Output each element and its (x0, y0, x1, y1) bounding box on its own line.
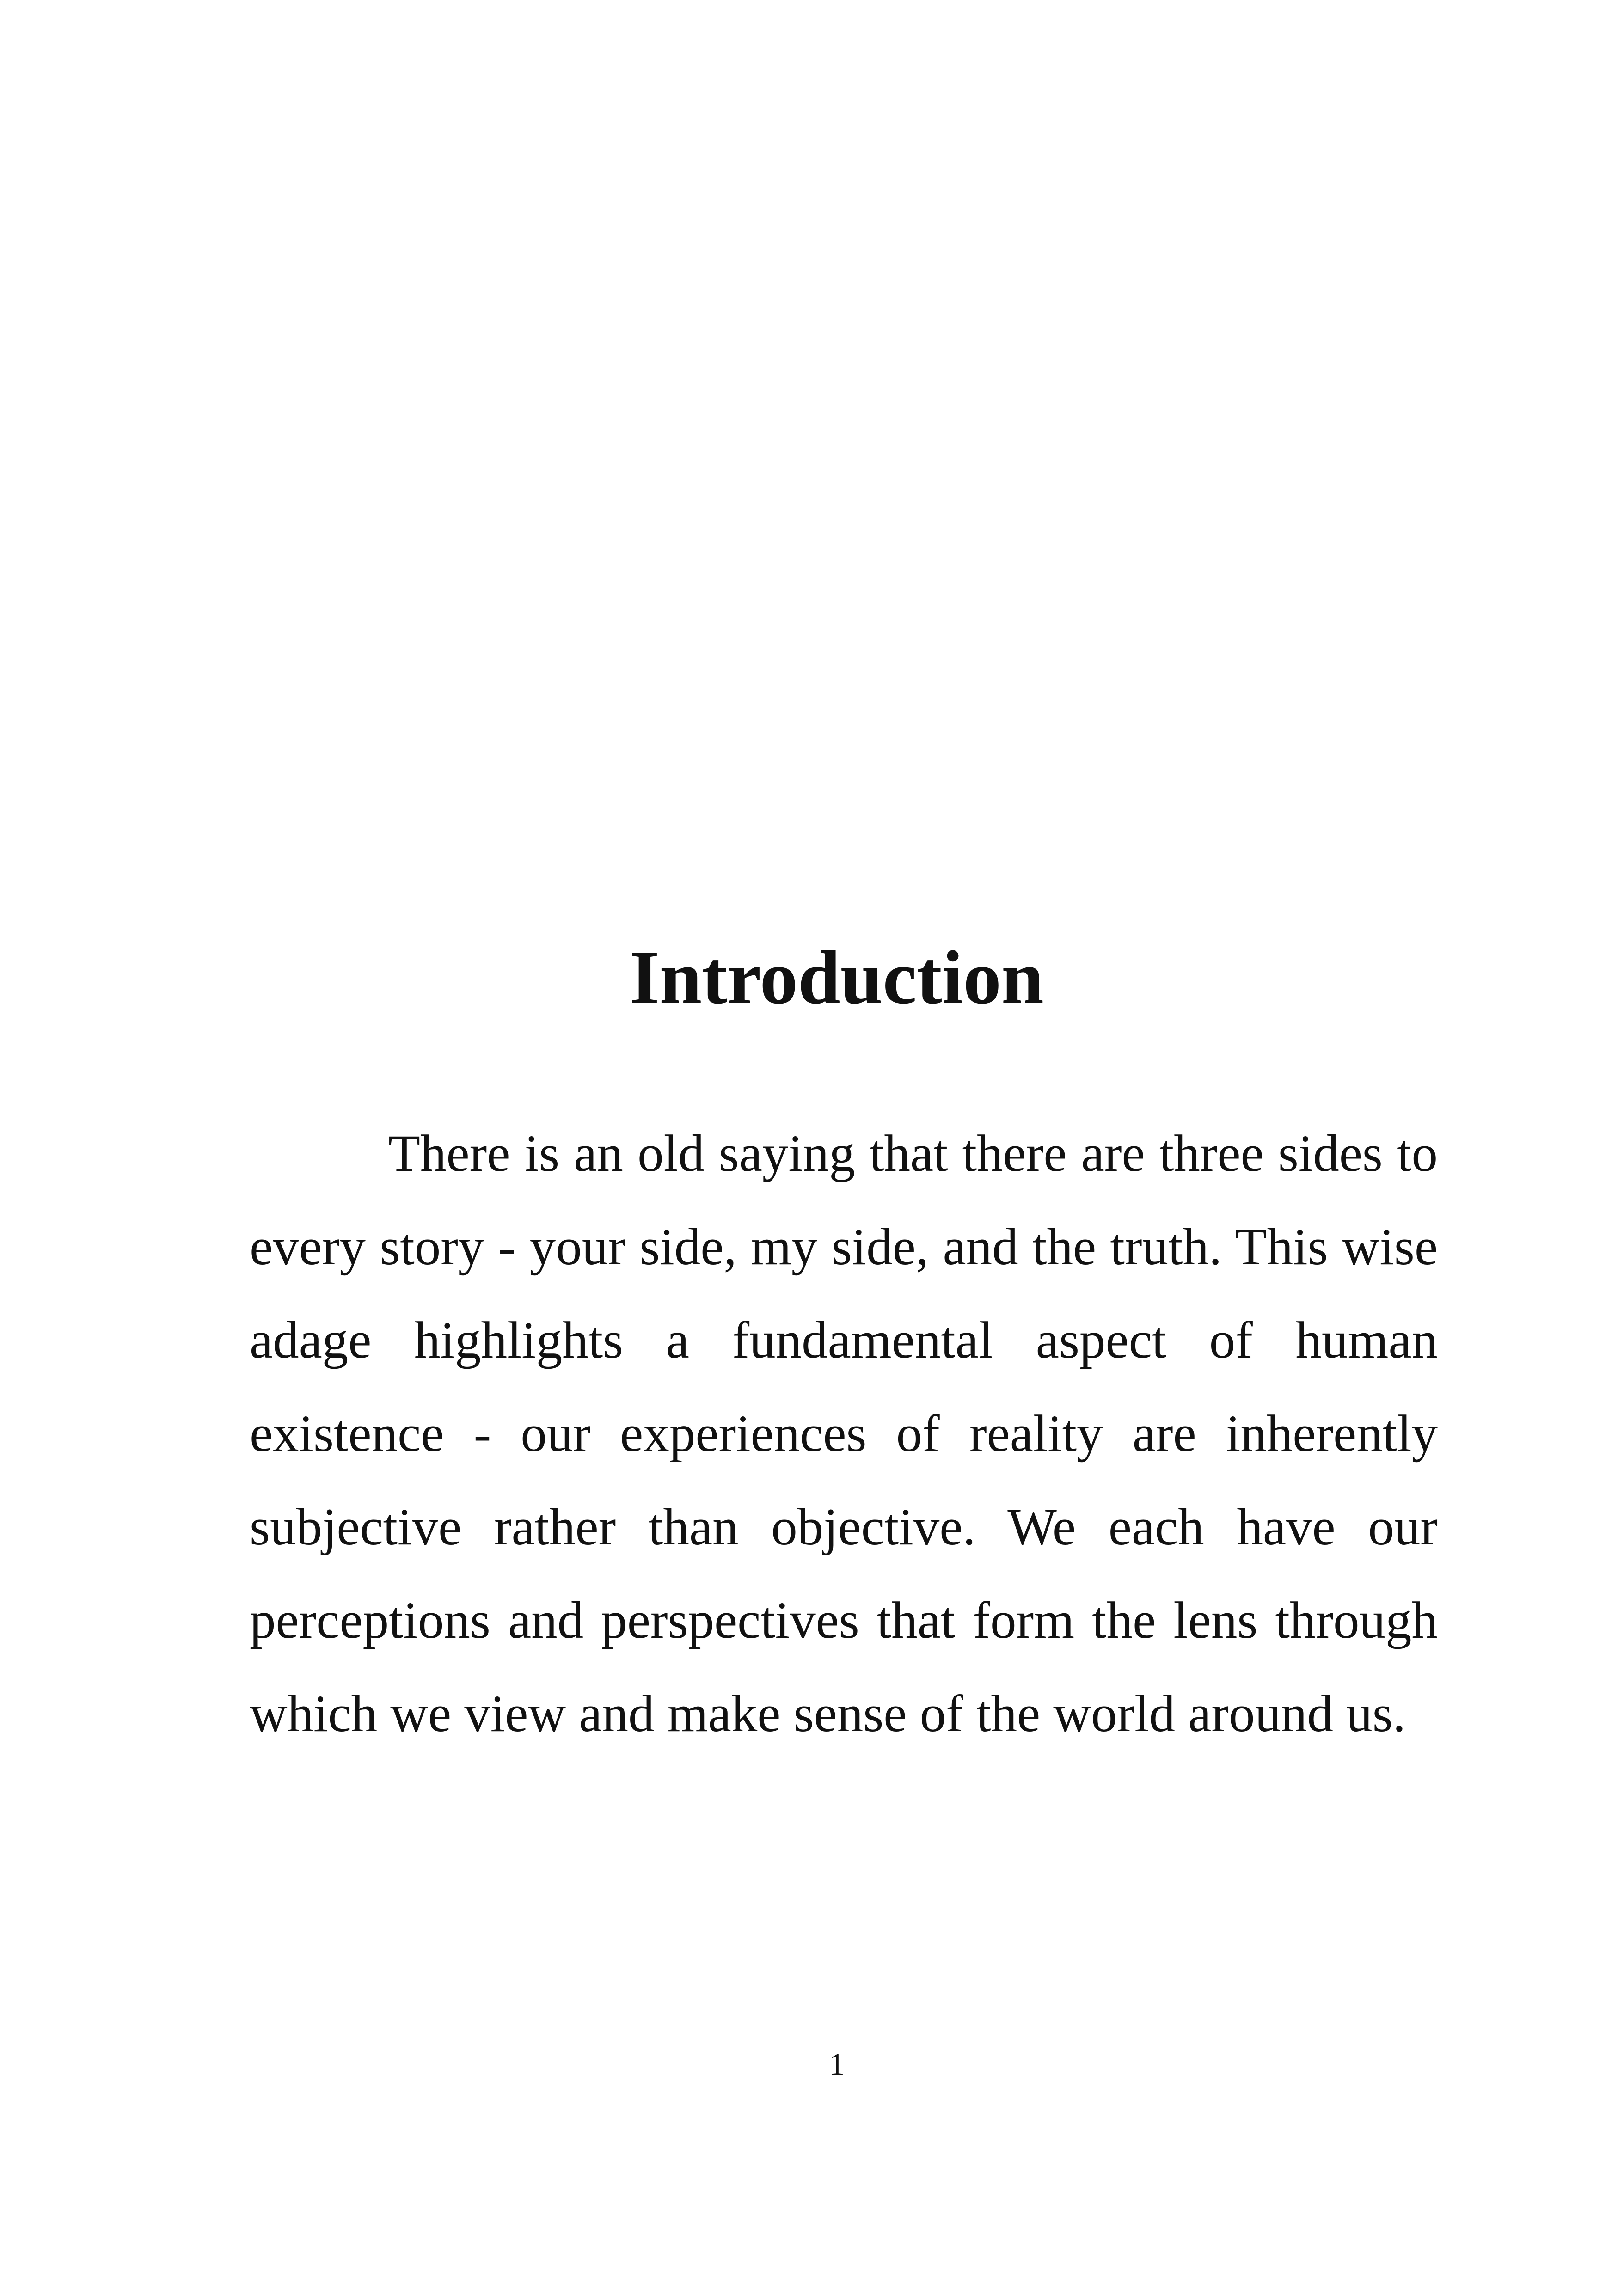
page-number: 1 (829, 2046, 845, 2082)
chapter-heading: Introduction (630, 935, 1044, 1020)
body-paragraph: There is an old saying that there are three sides to every story - your side, my side, and the truth. This wise adage highlights a fundamental aspect of human existence - our experiences of reality are inherently subjective rather than objective. We each have our perceptions and perspectives that form the lens through which we view and make sense of the world around us. (250, 1125, 1438, 1743)
